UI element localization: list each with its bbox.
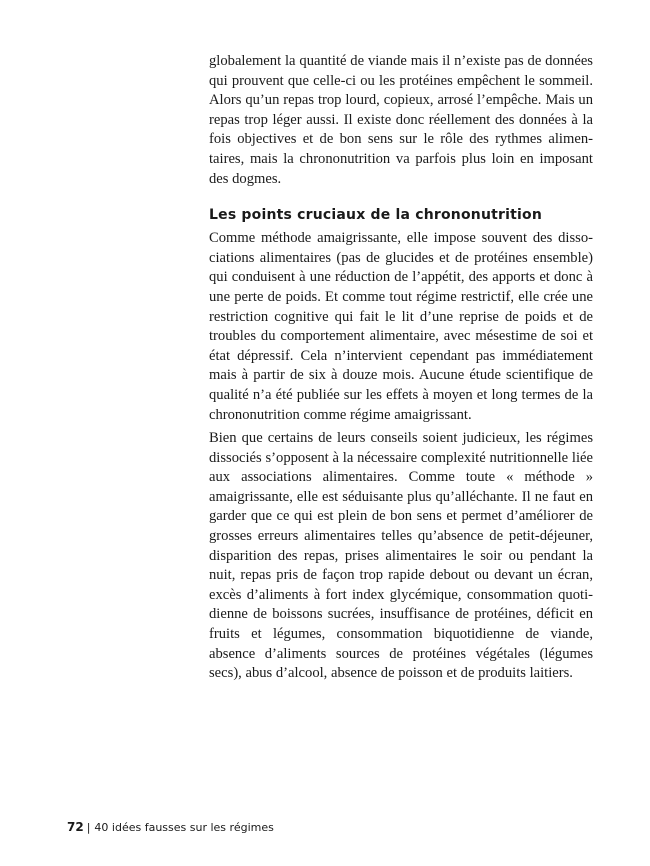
page-footer — [67, 820, 274, 835]
page-number: 72 — [67, 820, 84, 834]
running-title: 40 idées fausses sur les régimes — [94, 821, 274, 834]
body-paragraph-1: Comme méthode amaigrissante, elle impose souvent des dissociations alimentaires (pas de glucides et de protéines ensemble) qui conduisent à une réduction de l’appétit, des apports et donc à une perte de poids. Et comme tout régime restrictif, elle crée une restriction cognitive qui fait le lit d’une reprise de poids et de troubles du comportement alimentaire, avec mésestime de soi et état dépressif. Cela n’intervient cependant pas immédiatement mais à partir de six à douze mois. Aucune étude scientifique de qualité n’a été publiée sur les effets à moyen et long termes de la chrononutrition comme régime amaigrissant. — [209, 230, 593, 423]
body-text-column — [209, 52, 593, 688]
section-heading: Les points cruciaux de la chrononutrition — [209, 207, 543, 224]
footer-separator: | — [86, 821, 91, 834]
intro-paragraph: globalement la quantité de viande mais il n’existe pas de données qui prouvent que celle-ci ou les protéines empêchent le sommeil. Alors qu’un repas trop lourd, copieux, arrosé l’empêche. Mais un repas trop léger aussi. Il existe donc réellement des données à la fois objectives et de bon sens sur le rôle des rythmes alimentaires, mais la chrononutrition va parfois plus loin en imposant des dogmes. — [209, 53, 593, 187]
body-paragraph-2: Bien que certains de leurs conseils soient judicieux, les régimes dissociés s’opposent à la nécessaire complexité nutritionnelle liée aux associations alimentaires. Comme toute « méthode » amaigrissante, elle est séduisante plus qu’alléchante. Il ne faut en garder que ce qui est plein de bon sens et permet d’améliorer de grosses erreurs alimentaires telles qu’absence de petit-déjeuner, disparition des repas, prises alimentaires le soir ou pendant la nuit, repas pris de façon trop rapide debout ou devant un écran, excès d’aliments à fort index glycémique, consommation quotidienne de boissons sucrées, insuffisance de protéines, déficit en fruits et légumes, consommation biquotidienne de viande, absence d’aliments sources de protéines végétales (légumes secs), abus d’alcool, absence de poisson et de produits laitiers. — [209, 430, 593, 682]
